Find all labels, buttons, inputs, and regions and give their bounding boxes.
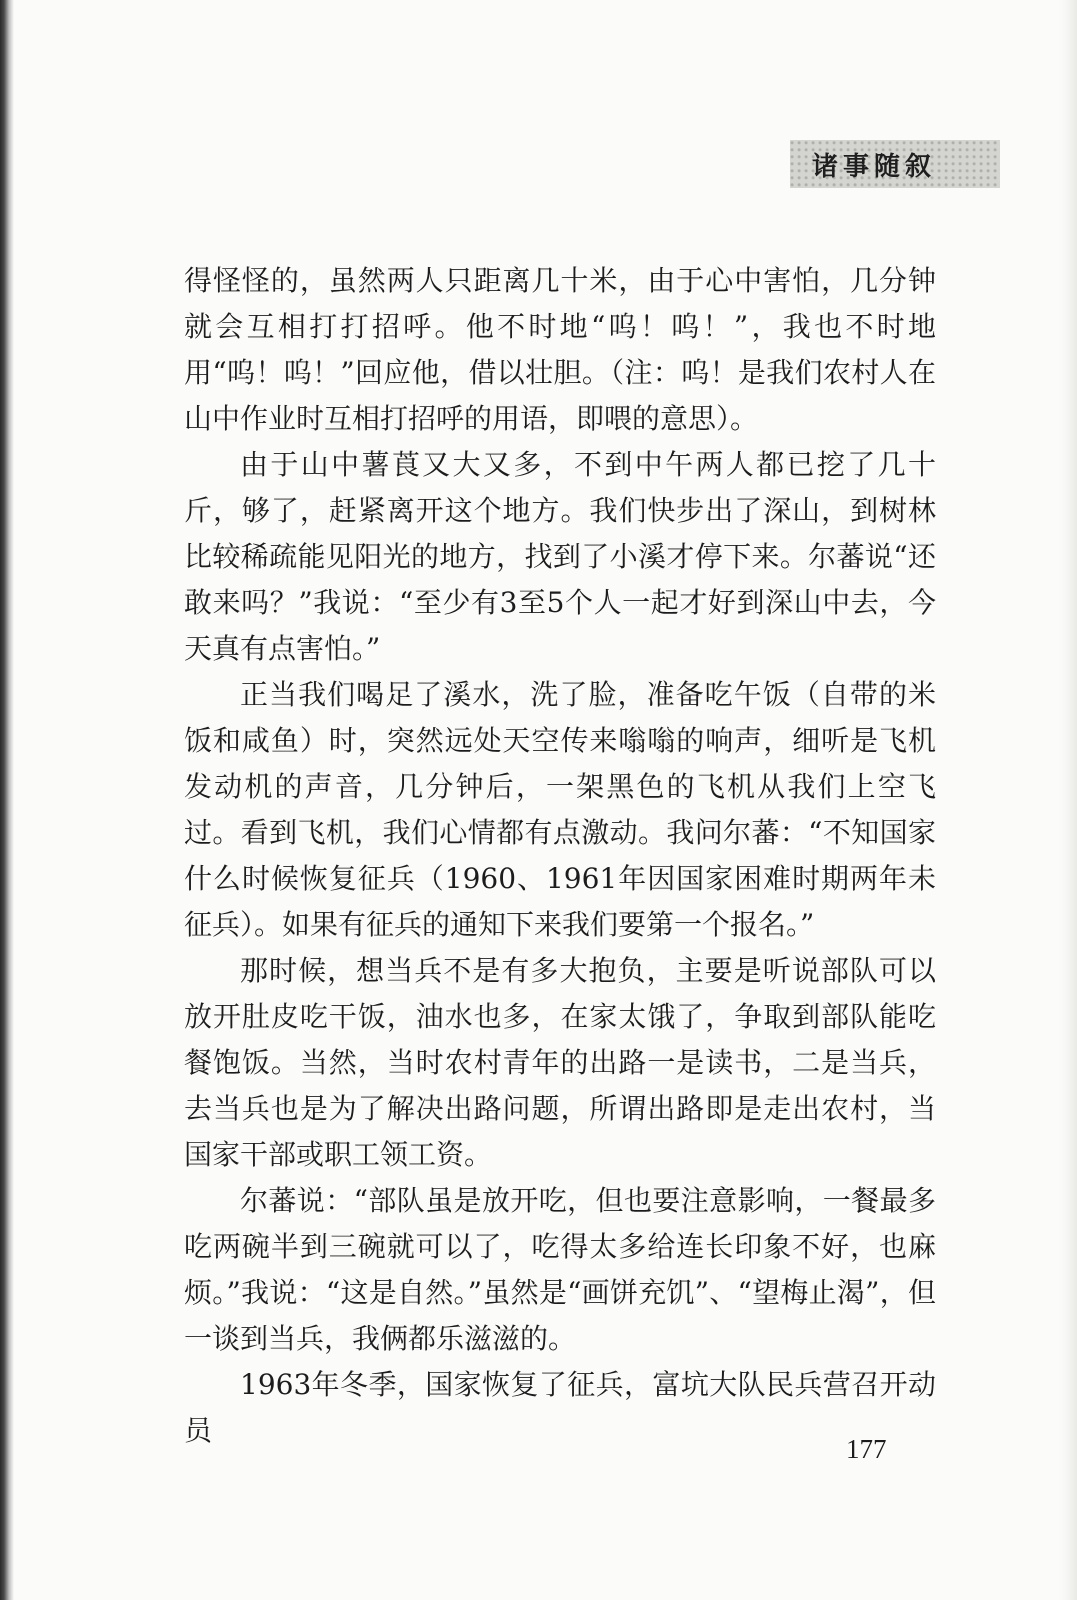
- paragraph: 1963年冬季，国家恢复了征兵，富坑大队民兵营召开动员: [184, 1368, 936, 1447]
- page-number: 177: [846, 1434, 887, 1464]
- paragraph: 那时候，想当兵不是有多大抱负，主要是听说部队可以放开肚皮吃干饭，油水也多，在家太饿了，争取到部队能吃餐饱饭。当然，当时农村青年的出路一是读书，二是当兵，去当兵也是为了解决出路问题，所谓出路即是走出农村，当国家干部或职工领工资。: [184, 954, 936, 1171]
- paragraph: 正当我们喝足了溪水，洗了脸，准备吃午饭（自带的米饭和咸鱼）时，突然远处天空传来嗡嗡的响声，细听是飞机发动机的声音，几分钟后，一架黑色的飞机从我们上空飞过。看到飞机，我们心情都有点激动。我问尔蕃：“不知国家什么时候恢复征兵（1960、1961年因国家困难时期两年未征兵）。如果有征兵的通知下来我们要第一个报名。”: [184, 678, 936, 941]
- body-text: [184, 258, 936, 1454]
- paragraph: 得怪怪的，虽然两人只距离几十米，由于心中害怕，几分钟就会互相打打招呼。他不时地“呜！呜！”，我也不时地用“呜！呜！”回应他，借以壮胆。（注：呜！是我们农村人在山中作业时互相打招呼的用语，即喂的意思）。: [184, 264, 936, 435]
- paragraph: 由于山中薯莨又大又多，不到中午两人都已挖了几十斤，够了，赶紧离开这个地方。我们快步出了深山，到树林比较稀疏能见阳光的地方，找到了小溪才停下来。尔蕃说“还敢来吗？”我说：“至少有3至5个人一起才好到深山中去，今天真有点害怕。”: [184, 448, 936, 665]
- paragraph: 尔蕃说：“部队虽是放开吃，但也要注意影响，一餐最多吃两碗半到三碗就可以了，吃得太多给连长印象不好，也麻烦。”我说：“这是自然。”虽然是“画饼充饥”、“望梅止渴”，但一谈到当兵，我俩都乐滋滋的。: [184, 1184, 936, 1355]
- page-right-edge: [1059, 0, 1077, 1600]
- page-left-shadow: [0, 0, 14, 1600]
- running-head-text: 诸事随叙: [811, 151, 936, 182]
- running-head: [790, 140, 1000, 188]
